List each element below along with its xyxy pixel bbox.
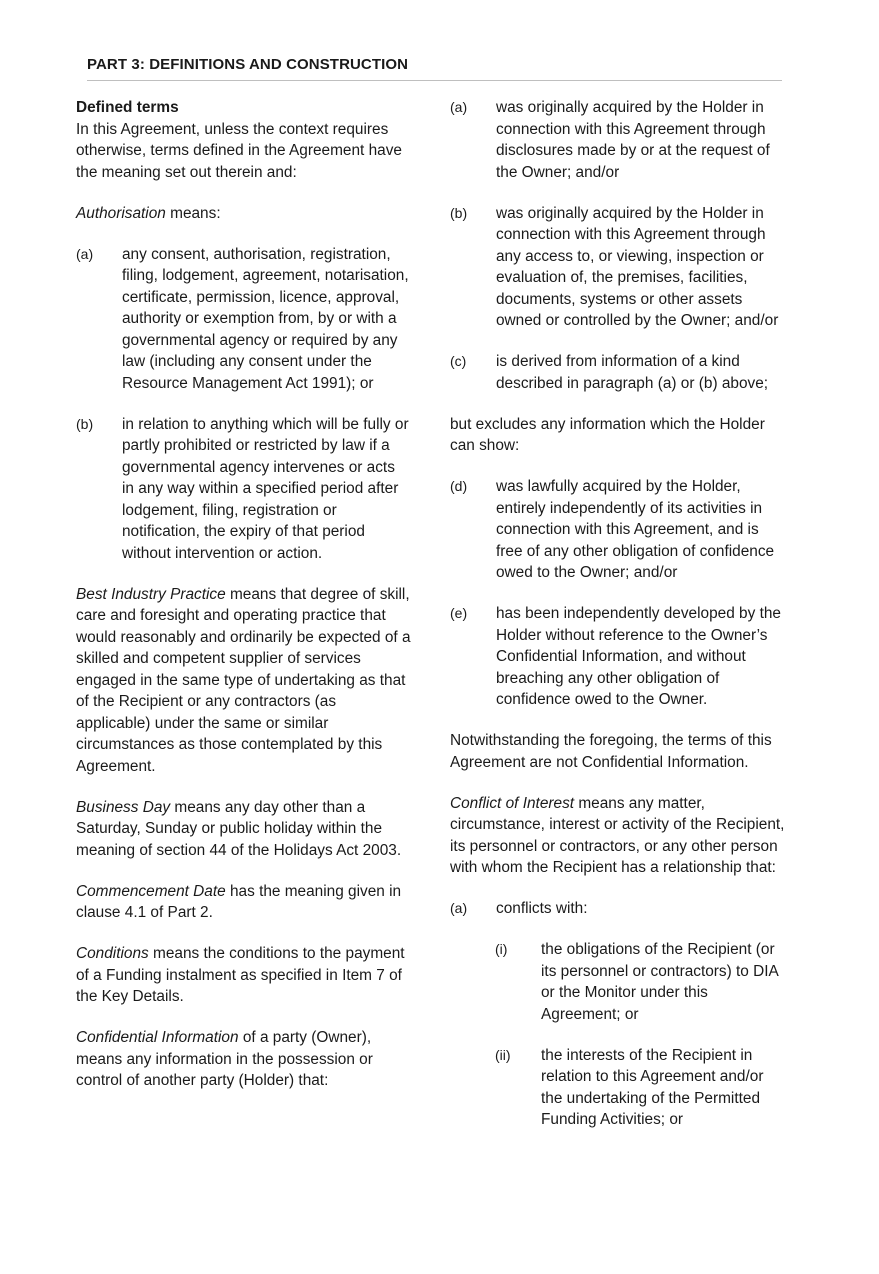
definition-confidential-information — [76, 1027, 411, 1092]
term: Business Day — [76, 798, 171, 816]
term: Commencement Date — [76, 882, 226, 900]
excludes-paragraph: but excludes any information which the Holder can show: — [450, 415, 765, 454]
item-text: in relation to anything which will be fully or partly prohibited or restricted by law if a governmental agency intervenes or acts in any way within a specified period after lodgement, filing, registration or notification, the expiry of that period without intervention or action. — [122, 415, 409, 562]
right-column — [450, 97, 785, 1150]
sub-list-item — [495, 1045, 785, 1131]
definition-commencement-date — [76, 881, 411, 924]
item-text: was originally acquired by the Holder in connection with this Agreement through any access to, or viewing, inspection or evaluation of, the premises, facilities, documents, systems or other assets owned or controlled by the Owner; and/or — [496, 204, 779, 329]
item-text: was lawfully acquired by the Holder, entirely independently of its activities in connection with this Agreement, and is free of any other obligation of confidence owed to the Owner; and/or — [496, 478, 775, 581]
notwithstanding-paragraph: Notwithstanding the foregoing, the terms of this Agreement are not Confidential Information. — [450, 732, 772, 771]
definition-text: has the meaning given in clause 4.1 of Part 2. — [76, 882, 402, 921]
item-label: (a) — [76, 245, 94, 262]
definition-best-industry-practice — [76, 584, 411, 778]
definition-conditions — [76, 943, 411, 1008]
list-item — [450, 898, 785, 920]
item-text: was originally acquired by the Holder in connection with this Agreement through disclosures made by or at the request of the Owner; and/or — [496, 99, 770, 181]
term: Confidential Information — [76, 1029, 239, 1046]
definition-conflict-of-interest — [450, 793, 785, 879]
item-text: the obligations of the Recipient (or its personnel or contractors) to DIA or the Monitor under this Agreement; or — [541, 941, 778, 1023]
definition-business-day — [76, 797, 411, 862]
item-label: (d) — [450, 478, 468, 494]
item-label: (b) — [450, 204, 468, 221]
item-label: (c) — [450, 353, 467, 369]
definition-text: means that degree of skill, care and foresight and operating practice that would reasonably and ordinarily be expected of a skilled and competent supplier of services engaged in the same type of undertaking as that of the Recipient or any contractors (as applicable) under the same or similar circumstances as those contemplated by this Agreement. — [76, 585, 411, 775]
item-label: (a) — [450, 900, 468, 916]
left-column — [76, 97, 411, 1111]
defined-terms-heading: Defined terms — [76, 99, 179, 116]
list-item — [450, 203, 785, 332]
item-text: is derived from information of a kind described in paragraph (a) or (b) above; — [496, 353, 769, 392]
item-text: the interests of the Recipient in relation to this Agreement and/or the undertaking of the Permitted Funding Activities; or — [541, 1046, 764, 1128]
sub-list-item — [495, 939, 785, 1025]
definition-text: means any day other than a Saturday, Sunday or public holiday within the meaning of section 44 of the Holidays Act 2003. — [76, 798, 402, 859]
definition-text: of a party (Owner), means any information in the possession or control of another party (Holder) that: — [76, 1029, 373, 1089]
list-item — [450, 351, 785, 394]
definition-text: means the conditions to the payment of a Funding instalment as specified in Item 7 of the Key Details. — [76, 945, 405, 1005]
list-item — [76, 244, 411, 395]
definition-text: means: — [165, 204, 221, 222]
definition-authorisation — [76, 203, 411, 225]
item-text: any consent, authorisation, registration, filing, lodgement, agreement, notarisation, certificate, permission, licence, approval, authority or exemption from, by or with a governmental agency or required by any law (including any consent under the Resource Management Act 1991); or — [122, 245, 409, 392]
item-label: (e) — [450, 605, 468, 621]
definition-text: means any matter, circumstance, interest or activity of the Recipient, its personnel or contractors, or any other person with whom the Recipient has a relationship that: — [450, 794, 785, 876]
item-label: (a) — [450, 99, 468, 115]
term: Conflict of Interest — [450, 794, 575, 812]
item-label: (i) — [495, 941, 508, 957]
intro-paragraph: In this Agreement, unless the context requires otherwise, terms defined in the Agreement have the meaning set out therein and: — [76, 120, 402, 181]
term: Authorisation — [76, 204, 166, 222]
list-item — [76, 414, 411, 565]
item-label: (ii) — [495, 1046, 511, 1063]
term: Best Industry Practice — [76, 585, 226, 603]
item-text: has been independently developed by the Holder without reference to the Owner’s Confidential Information, and without breaching any other obligation of confidence owed to the Owner. — [496, 605, 781, 708]
item-label: (b) — [76, 415, 94, 432]
list-item — [450, 476, 785, 584]
term: Conditions — [76, 945, 149, 962]
list-item — [450, 97, 785, 183]
part-heading: PART 3: DEFINITIONS AND CONSTRUCTION — [87, 54, 782, 81]
item-text: conflicts with: — [496, 900, 588, 917]
list-item — [450, 603, 785, 711]
